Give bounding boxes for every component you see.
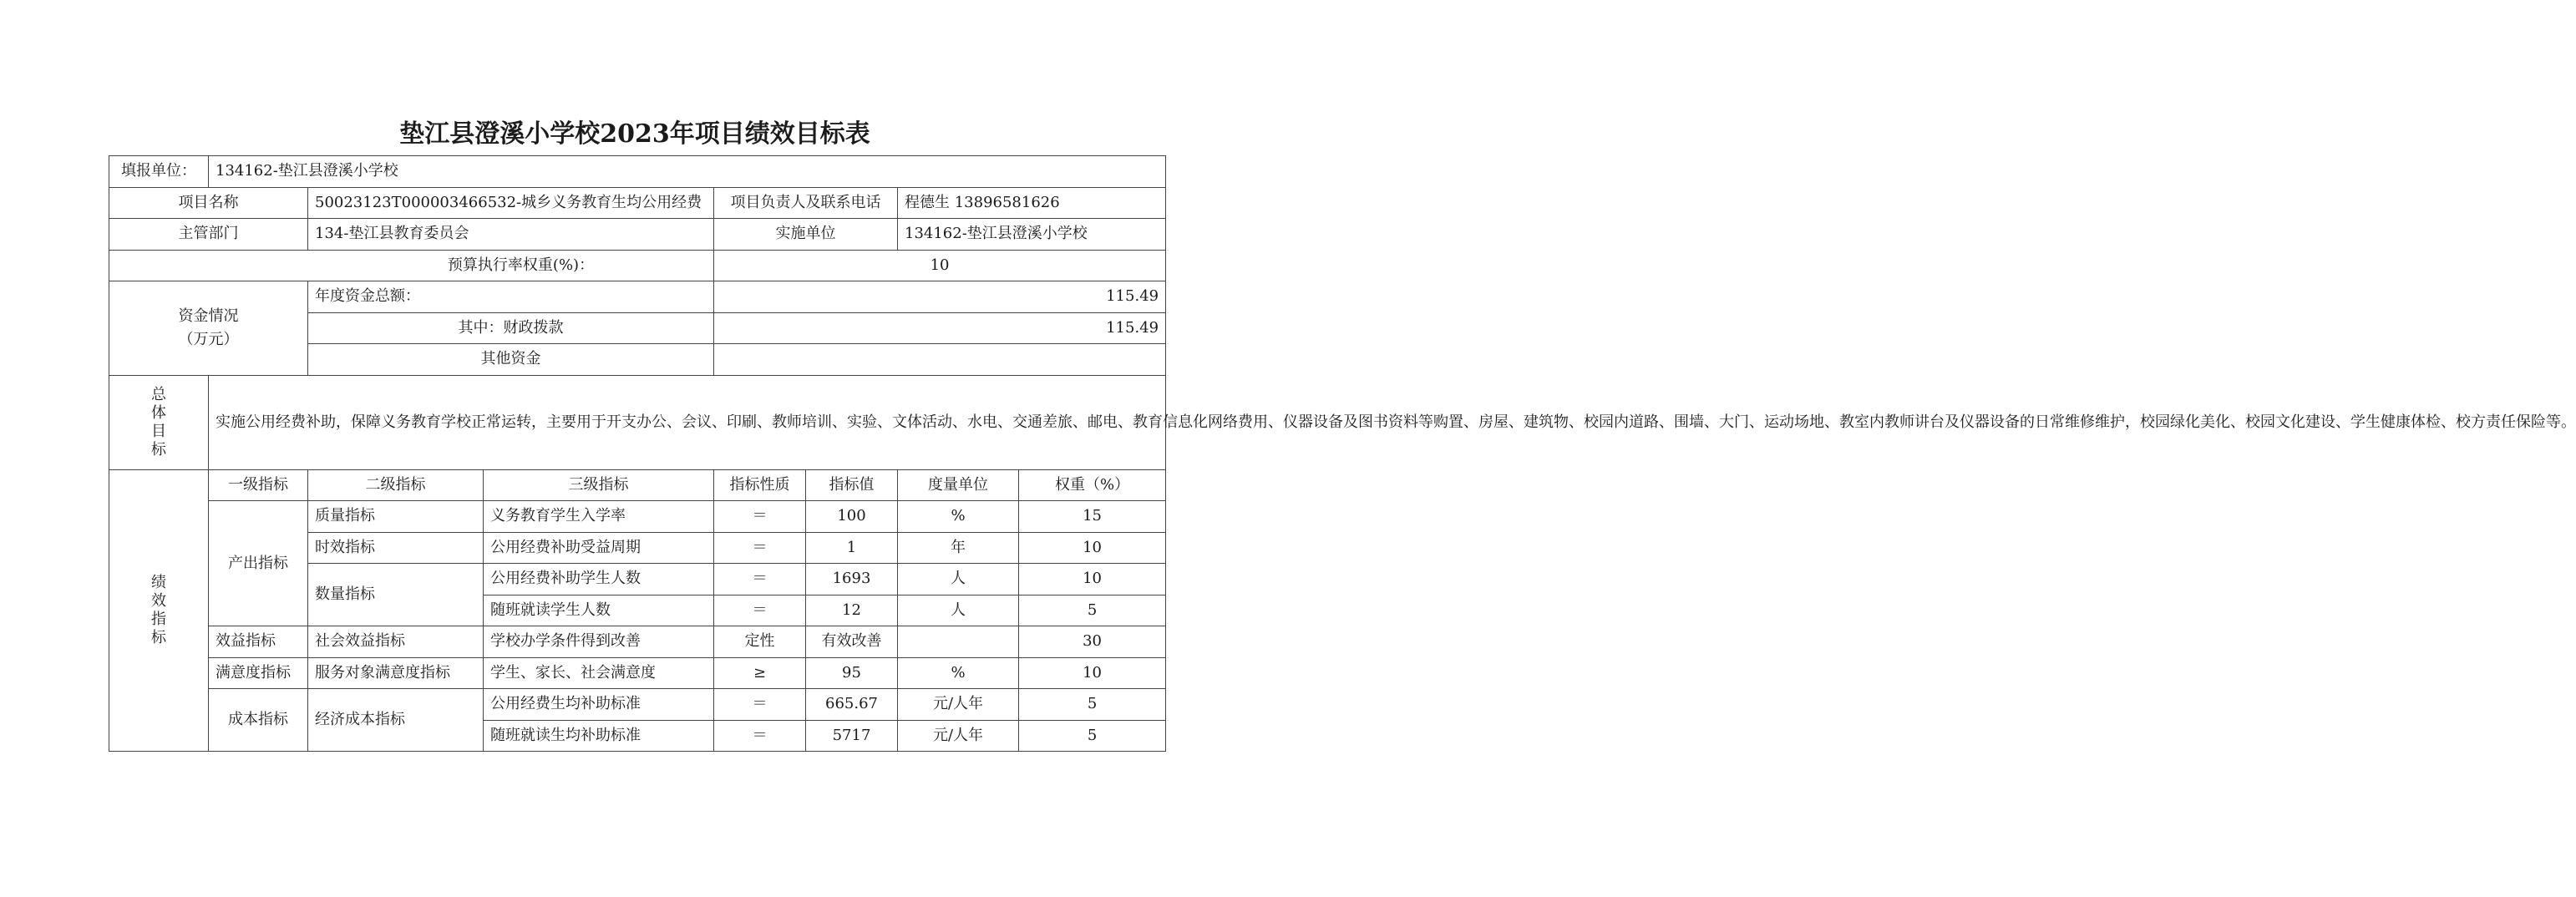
- indicator-weight: 5: [1019, 720, 1166, 752]
- indicator-value: 665.67: [806, 689, 898, 721]
- table-row: [109, 689, 1166, 721]
- indicator-name: 学校办学条件得到改善: [484, 626, 714, 658]
- budget-weight-label: 预算执行率权重(%)：: [109, 250, 714, 281]
- funds-fiscal-label: 其中：财政拨款: [308, 312, 714, 344]
- fill-unit-row: [109, 156, 1166, 188]
- indicator-weight: 15: [1019, 501, 1166, 533]
- indicator-value: 100: [806, 501, 898, 533]
- funds-other-value: [714, 344, 1166, 376]
- perf-label: [109, 469, 209, 752]
- indicator-nature: 定性: [714, 626, 806, 658]
- indicator-name: 公用经费生均补助标准: [484, 689, 714, 721]
- level1-cost: 成本指标: [209, 689, 308, 752]
- level2-social: 社会效益指标: [308, 626, 484, 658]
- contact-label: 项目负责人及联系电话: [714, 187, 898, 219]
- indicator-nature: ＝: [714, 564, 806, 595]
- indicator-weight: 5: [1019, 689, 1166, 721]
- funds-total-value: 115.49: [714, 281, 1166, 313]
- dept-value: 134-垫江县教育委员会: [308, 219, 714, 251]
- indicator-weight: 5: [1019, 595, 1166, 626]
- indicator-name: 随班就读生均补助标准: [484, 720, 714, 752]
- funds-label: [109, 281, 308, 376]
- indicator-unit: %: [898, 657, 1019, 689]
- budget-weight-value: 10: [714, 250, 1166, 281]
- funds-other-label: 其他资金: [308, 344, 714, 376]
- indicator-name: 公用经费补助受益周期: [484, 532, 714, 564]
- dept-label: 主管部门: [109, 219, 308, 251]
- fill-unit-value: 134162-垫江县澄溪小学校: [209, 156, 1166, 188]
- indicator-nature: ＝: [714, 595, 806, 626]
- funds-total-label: 年度资金总额：: [308, 281, 714, 313]
- project-name-label: 项目名称: [109, 187, 308, 219]
- indicator-unit: 元/人年: [898, 720, 1019, 752]
- indicator-nature: ＝: [714, 532, 806, 564]
- indicator-value: 1693: [806, 564, 898, 595]
- indicator-unit: %: [898, 501, 1019, 533]
- perf-label-char: 效: [151, 591, 166, 610]
- funds-fiscal-value: 115.49: [714, 312, 1166, 344]
- overall-goal-row: [109, 375, 1166, 469]
- overall-goal-label: [109, 375, 209, 469]
- indicator-unit: 年: [898, 532, 1019, 564]
- overall-goal-char: 目: [151, 422, 166, 440]
- indicator-name: 学生、家长、社会满意度: [484, 657, 714, 689]
- contact-value: 程德生 13896581626: [898, 187, 1166, 219]
- indicator-nature: ＝: [714, 501, 806, 533]
- indicator-weight: 10: [1019, 532, 1166, 564]
- overall-goal-char: 体: [151, 403, 166, 422]
- table-row: [109, 626, 1166, 658]
- col-header-level2: 二级指标: [308, 469, 484, 501]
- funds-total-row: [109, 281, 1166, 313]
- indicator-value: 5717: [806, 720, 898, 752]
- indicator-nature: ≥: [714, 657, 806, 689]
- col-header-unit: 度量单位: [898, 469, 1019, 501]
- col-header-value: 指标值: [806, 469, 898, 501]
- level2-economic: 经济成本指标: [308, 689, 484, 752]
- indicator-unit: 人: [898, 564, 1019, 595]
- indicator-weight: 10: [1019, 564, 1166, 595]
- level1-benefit: 效益指标: [209, 626, 308, 658]
- indicator-unit: 人: [898, 595, 1019, 626]
- table-row: [109, 501, 1166, 533]
- indicator-value: 1: [806, 532, 898, 564]
- indicator-name: 公用经费补助学生人数: [484, 564, 714, 595]
- project-name-value: 50023123T000003466532-城乡义务教育生均公用经费: [308, 187, 714, 219]
- perf-label-char: 标: [151, 628, 166, 646]
- indicator-unit: 元/人年: [898, 689, 1019, 721]
- indicator-value: 12: [806, 595, 898, 626]
- overall-goal-char: 标: [151, 440, 166, 459]
- funds-label-line2: （万元）: [178, 330, 239, 348]
- level2-quantity: 数量指标: [308, 564, 484, 626]
- col-header-level3: 三级指标: [484, 469, 714, 501]
- perf-header-row: [109, 469, 1166, 501]
- budget-weight-row: [109, 250, 1166, 281]
- perf-label-char: 绩: [151, 573, 166, 591]
- indicator-value: 95: [806, 657, 898, 689]
- table-row: [109, 657, 1166, 689]
- impl-unit-value: 134162-垫江县澄溪小学校: [898, 219, 1166, 251]
- col-header-nature: 指标性质: [714, 469, 806, 501]
- indicator-name: 义务教育学生入学率: [484, 501, 714, 533]
- level2-service: 服务对象满意度指标: [308, 657, 484, 689]
- level1-output: 产出指标: [209, 501, 308, 626]
- level1-satisfaction: 满意度指标: [209, 657, 308, 689]
- page-title: 垫江县澄溪小学校2023年项目绩效目标表: [399, 119, 870, 149]
- indicator-nature: ＝: [714, 689, 806, 721]
- indicator-unit: [898, 626, 1019, 658]
- overall-goal-char: 总: [151, 385, 166, 403]
- dept-row: [109, 219, 1166, 251]
- col-header-level1: 一级指标: [209, 469, 308, 501]
- performance-target-table: [109, 155, 2576, 752]
- col-header-weight: 权重（%）: [1019, 469, 1166, 501]
- level2-quality: 质量指标: [308, 501, 484, 533]
- overall-goal-text: 实施公用经费补助，保障义务教育学校正常运转，主要用于开支办公、会议、印刷、教师培训、实验、文体活动、水电、交通差旅、邮电、教育信息化网络费用、仪器设备及图书资料等购置、房屋、建筑物、校园内道路、围墙、大门、运动场地、教室内教师讲台及仪器设备的日常维修维护，校园绿化美化、校园文化建设、学生健康体检、校方责任保险等。: [209, 375, 1166, 469]
- indicator-name: 随班就读学生人数: [484, 595, 714, 626]
- impl-unit-label: 实施单位: [714, 219, 898, 251]
- indicator-weight: 10: [1019, 657, 1166, 689]
- indicator-nature: ＝: [714, 720, 806, 752]
- funds-label-line1: 资金情况: [178, 307, 239, 325]
- level2-timeliness: 时效指标: [308, 532, 484, 564]
- project-name-row: [109, 187, 1166, 219]
- indicator-value: 有效改善: [806, 626, 898, 658]
- indicator-weight: 30: [1019, 626, 1166, 658]
- perf-label-char: 指: [151, 610, 166, 628]
- fill-unit-label: 填报单位：: [109, 156, 209, 188]
